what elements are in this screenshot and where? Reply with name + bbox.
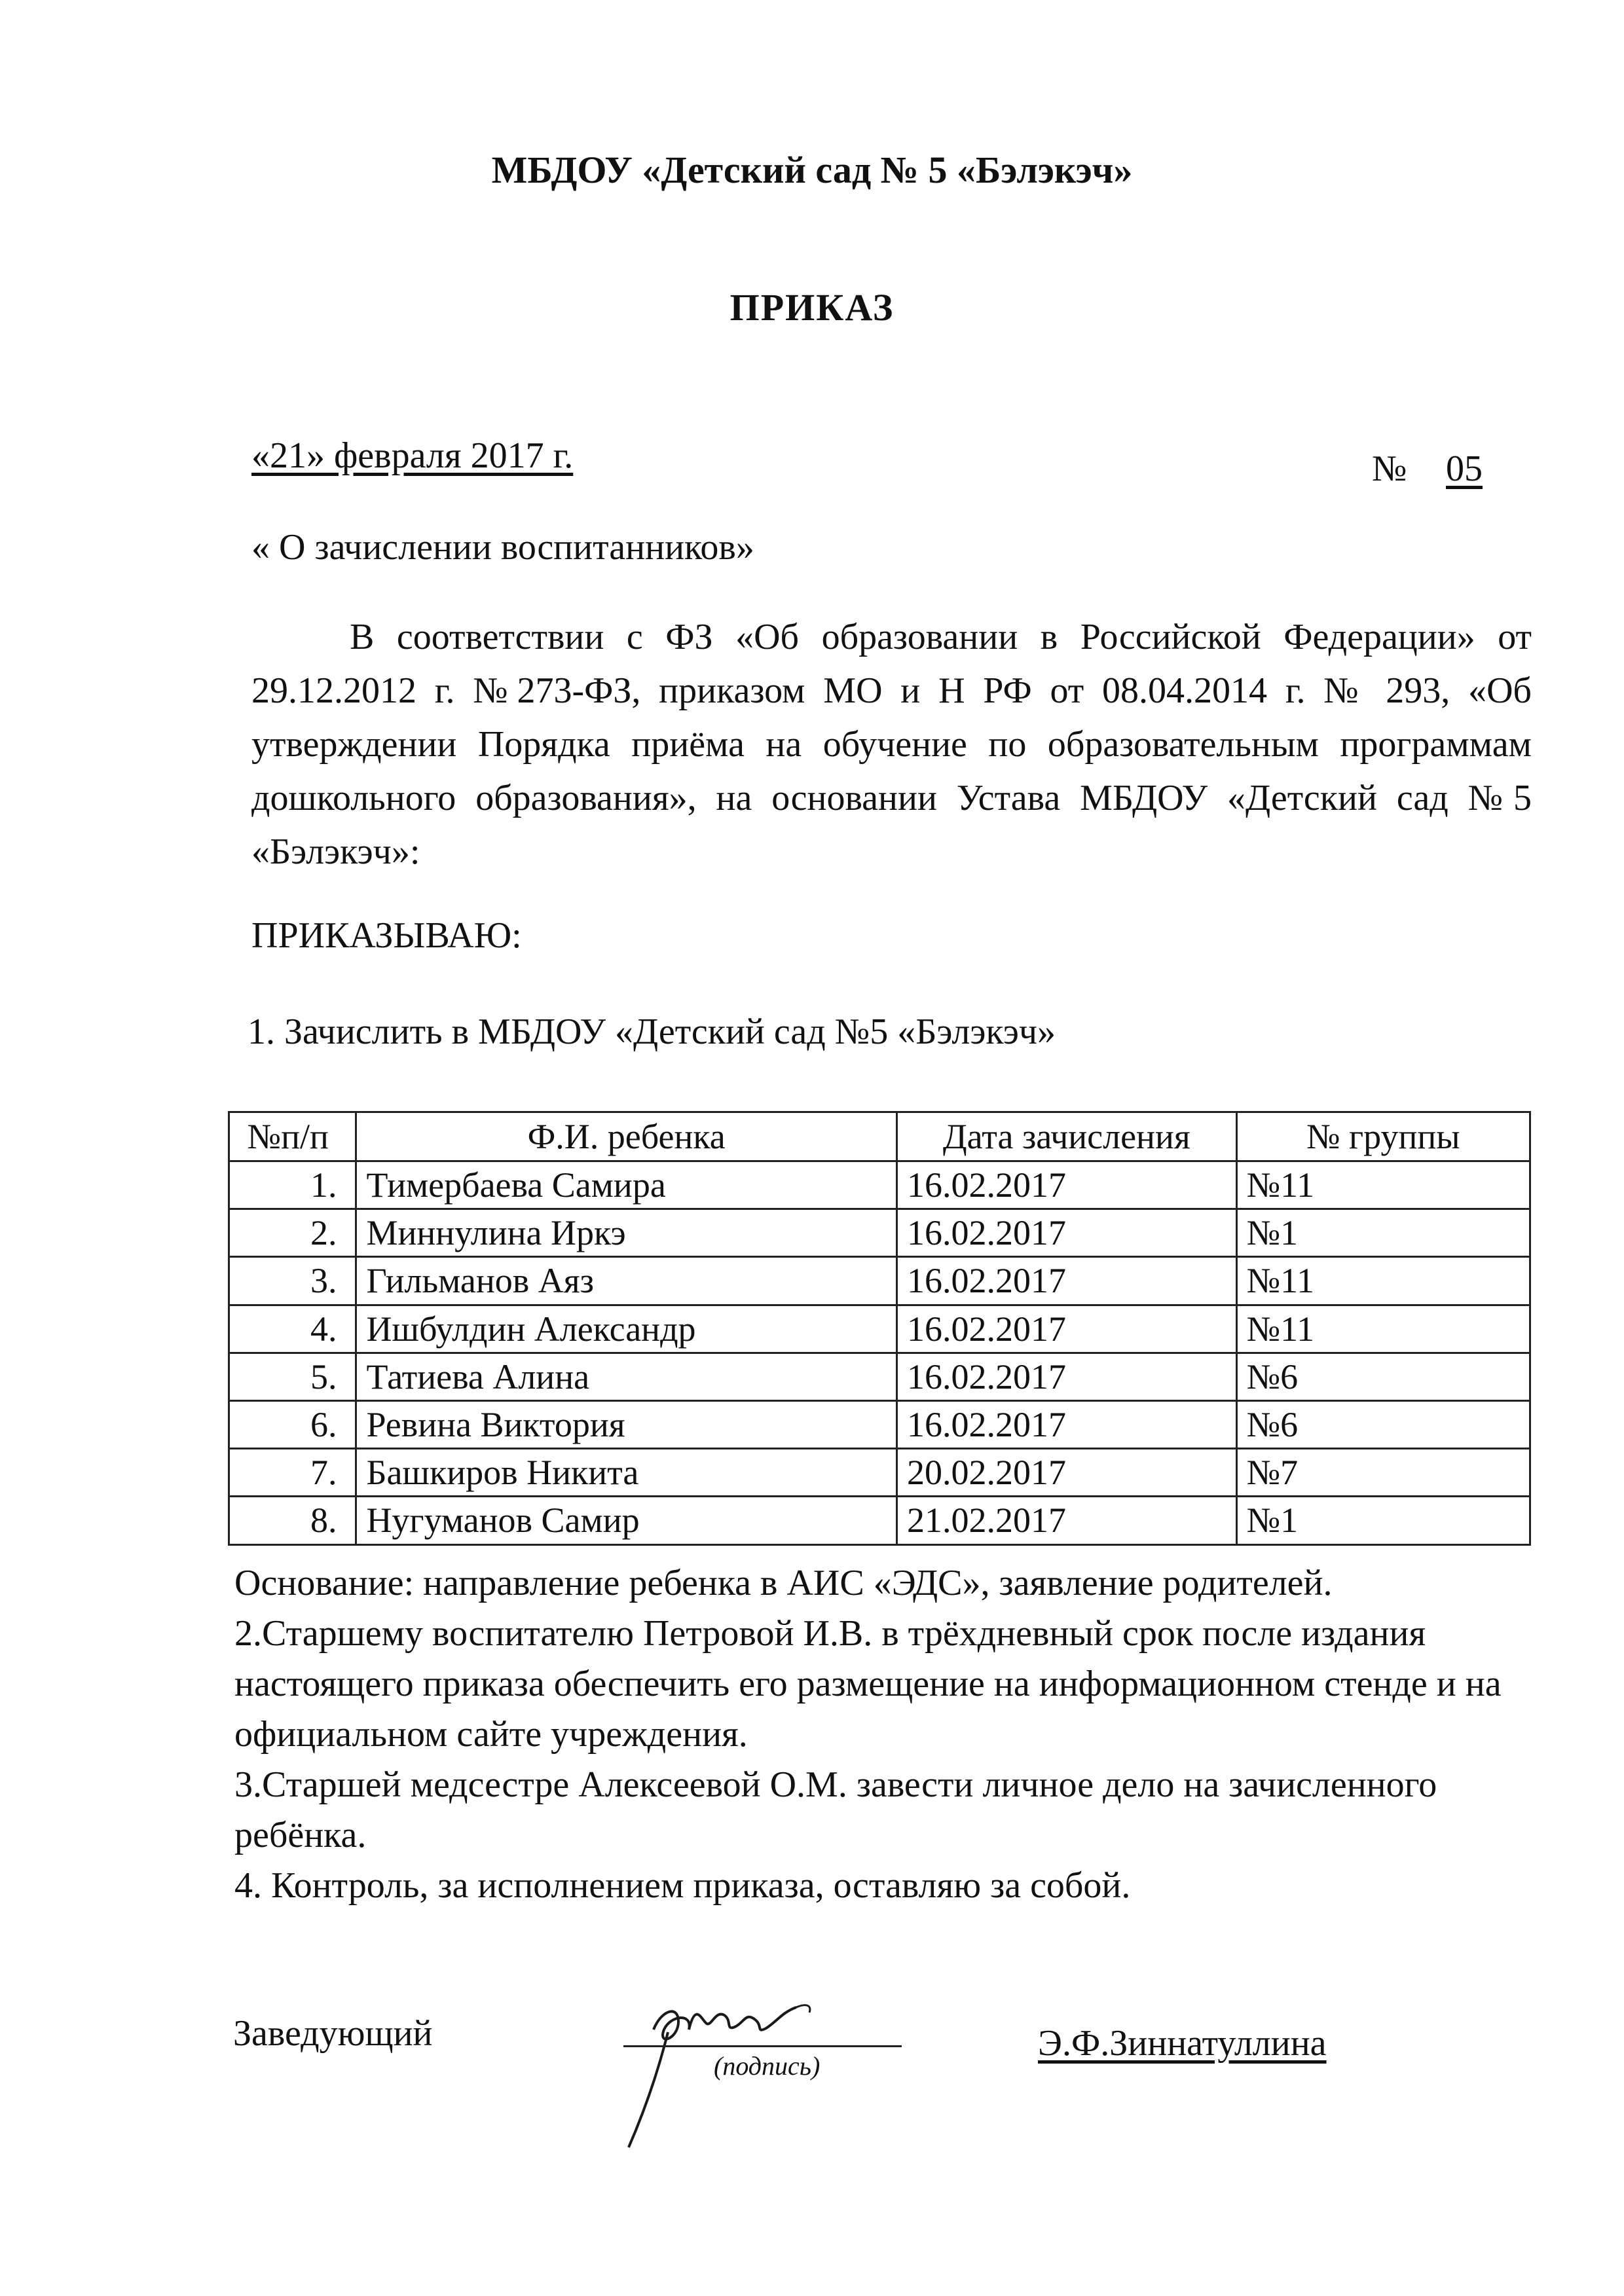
order-points [234,1558,1538,1911]
row-number: 6. [229,1400,356,1448]
header-number: №п/п [229,1112,356,1161]
group-number: №11 [1236,1305,1530,1353]
row-number: 3. [229,1257,356,1305]
order-number-label: № [1372,448,1407,489]
signer-name: Э.Ф.Зиннатуллина [1038,2023,1327,2064]
enrollment-date: 16.02.2017 [896,1161,1236,1209]
row-number: 7. [229,1449,356,1497]
enrollment-table [228,1111,1531,1546]
order-date: «21» февраля 2017 г. [251,435,574,476]
table-row [229,1353,1530,1400]
signer-role: Заведующий [233,2013,433,2054]
enrollment-date: 16.02.2017 [896,1305,1236,1353]
basis-line: Основание: направление ребенка в АИС «ЭДС», заявление родителей. [234,1563,1333,1603]
table-row [229,1449,1530,1497]
group-number: №6 [1236,1400,1530,1448]
row-number: 1. [229,1161,356,1209]
enrollment-date: 16.02.2017 [896,1209,1236,1257]
row-number: 4. [229,1305,356,1353]
child-name: Татиева Алина [356,1353,897,1400]
preamble-paragraph: В соответствии с ФЗ «Об образовании в Российской Федерации» от 29.12.2012 г. №273-ФЗ, приказом МО и Н РФ от 08.04.2014 г. № 293, «Об утверждении Порядка приёма на обучение по образовательным программам дошкольного образования», на основании Устава МБДОУ «Детский сад №5 «Бэлэкэч»: [251,617,1532,872]
table-header-row [229,1112,1530,1161]
child-name: Ревина Виктория [356,1400,897,1448]
table-row [229,1209,1530,1257]
child-name: Ишбулдин Александр [356,1305,897,1353]
group-number: №11 [1236,1161,1530,1209]
table-row [229,1497,1530,1544]
child-name: Нугуманов Самир [356,1497,897,1544]
table-row [229,1257,1530,1305]
child-name: Гильманов Аяз [356,1257,897,1305]
point-4: 4. Контроль, за исполнением приказа, оставляю за собой. [234,1865,1131,1906]
child-name: Башкиров Никита [356,1449,897,1497]
order-word: ПРИКАЗЫВАЮ: [251,915,522,956]
enrollment-date: 16.02.2017 [896,1353,1236,1400]
point-3: 3.Старшей медсестре Алексеевой О.М. завести личное дело на зачисленного ребёнка. [234,1764,1437,1855]
point-1: 1. Зачислить в МБДОУ «Детский сад №5 «Бэлэкэч» [248,1011,1056,1052]
organization-name: МБДОУ «Детский сад № 5 «Бэлэкэч» [491,149,1133,191]
table-row [229,1305,1530,1353]
enrollment-date: 16.02.2017 [896,1257,1236,1305]
order-subject: « О зачислении воспитанников» [251,527,754,568]
row-number: 2. [229,1209,356,1257]
group-number: №11 [1236,1257,1530,1305]
enrollment-date: 20.02.2017 [896,1449,1236,1497]
point-2: 2.Старшему воспитателю Петровой И.В. в трёхдневный срок после издания настоящего приказа обеспечить его размещение на информационном стенде и на официальном сайте учреждения. [234,1613,1502,1755]
row-number: 8. [229,1497,356,1544]
document-title: ПРИКАЗ [729,286,895,329]
order-number: 05 [1446,448,1483,489]
enrollment-date: 21.02.2017 [896,1497,1236,1544]
group-number: №6 [1236,1353,1530,1400]
group-number: №1 [1236,1209,1530,1257]
child-name: Тимербаева Самира [356,1161,897,1209]
table-row [229,1400,1530,1448]
group-number: №7 [1236,1449,1530,1497]
header-child-name: Ф.И. ребенка [356,1112,897,1161]
group-number: №1 [1236,1497,1530,1544]
row-number: 5. [229,1353,356,1400]
header-enrollment-date: Дата зачисления [896,1112,1236,1161]
header-group: № группы [1236,1112,1530,1161]
child-name: Миннулина Иркэ [356,1209,897,1257]
signature-caption: (подпись) [714,2051,821,2081]
signature-line [623,2045,902,2047]
table-row [229,1161,1530,1209]
enrollment-date: 16.02.2017 [896,1400,1236,1448]
